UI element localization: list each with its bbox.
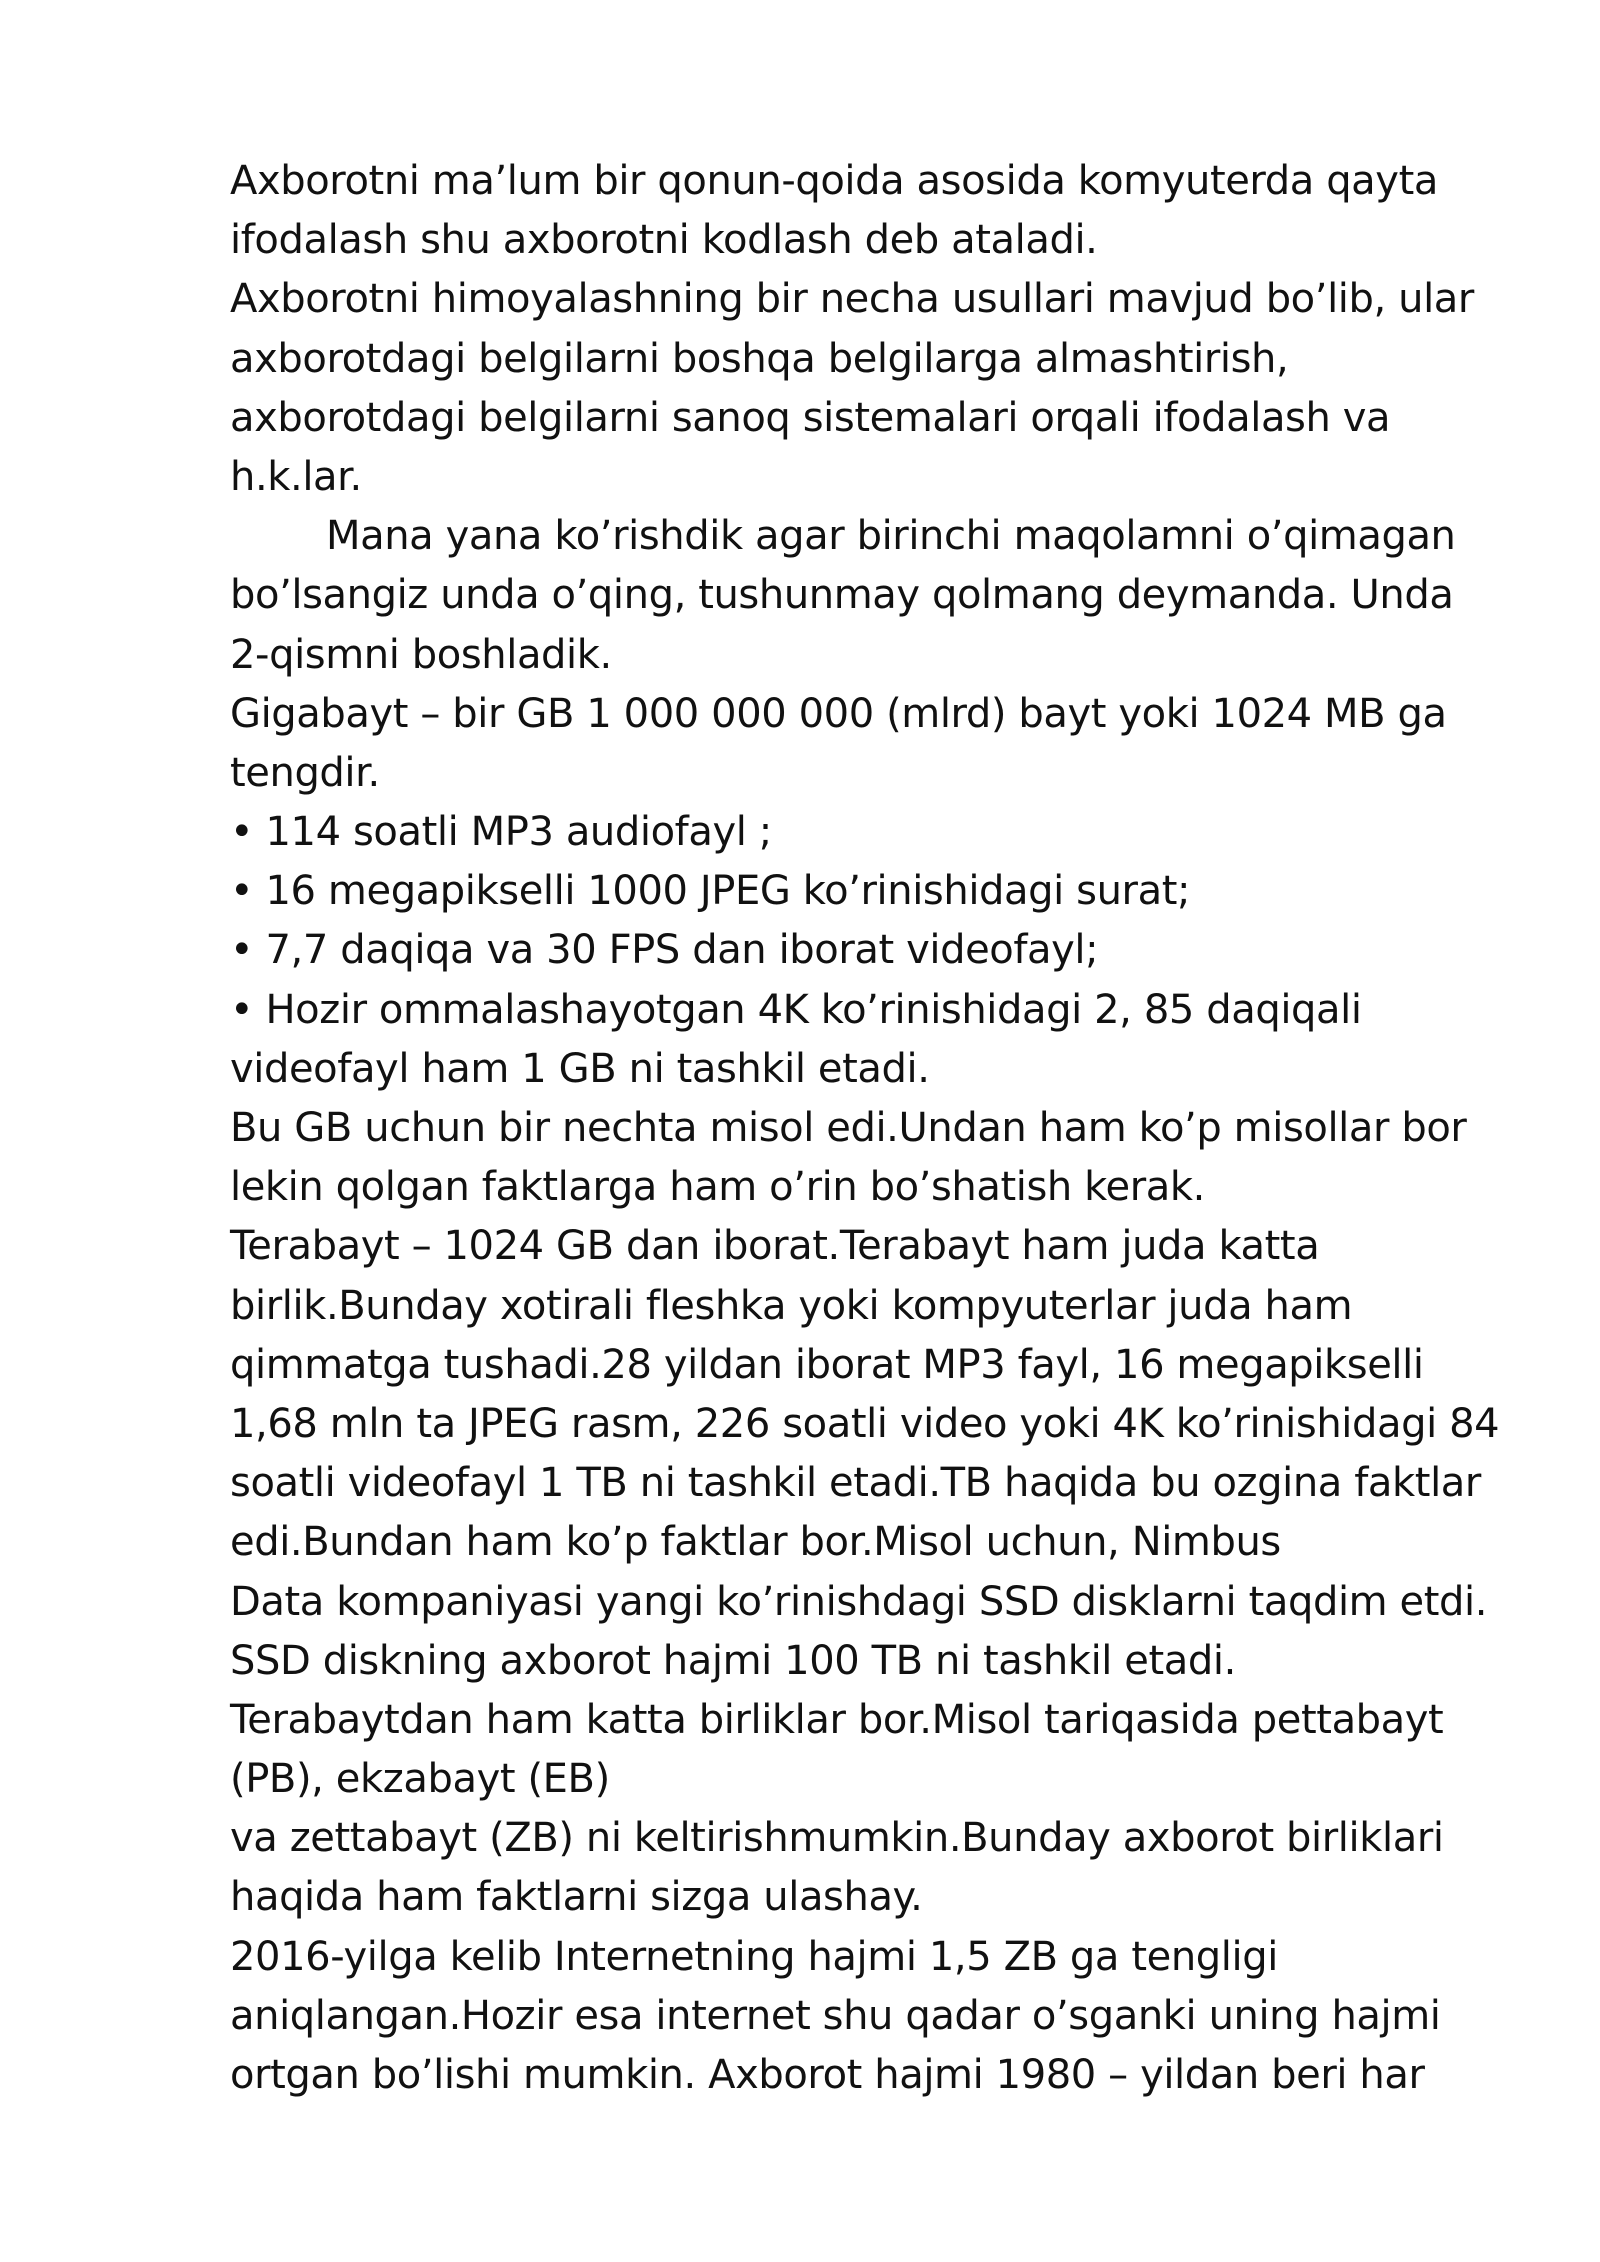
text-line: lekin qolgan faktlarga ham o’rin bo’shatish kerak.: [230, 1164, 1205, 1211]
bullet-item: • 114 soatli MP3 audiofayl ;: [230, 809, 772, 856]
text-line: Terabaytdan ham katta birliklar bor.Misol tariqasida pettabayt: [230, 1696, 1444, 1743]
text-line: videofayl ham 1 GB ni tashkil etadi.: [230, 1045, 930, 1092]
text-line: qimmatga tushadi.28 yildan iborat MP3 fayl, 16 megapikselli: [230, 1341, 1424, 1388]
text-line: axborotdagi belgilarni sanoq sistemalari orqali ifodalash va: [230, 394, 1391, 441]
text-line: Terabayt – 1024 GB dan iborat.Terabayt ham juda katta: [230, 1223, 1320, 1270]
text-line: Bu GB uchun bir nechta misol edi.Undan ham ko’p misollar bor: [230, 1105, 1467, 1151]
text-line-indented: Mana yana ko’rishdik agar birinchi maqolamni o’qimagan: [326, 513, 1456, 560]
text-line: aniqlangan.Hozir esa internet shu qadar o’sganki uning hajmi: [230, 1992, 1441, 2039]
text-line: axborotdagi belgilarni boshqa belgilarga almashtirish,: [230, 335, 1289, 382]
text-line: ifodalash shu axborotni kodlash deb ataladi.: [230, 217, 1098, 264]
text-line: tengdir.: [230, 749, 380, 796]
bullet-item: • Hozir ommalashayotgan 4K ko’rinishidagi 2, 85 daqiqali: [230, 986, 1362, 1033]
text-line: h.k.lar.: [230, 453, 362, 500]
text-line: Axborotni ma’lum bir qonun-qoida asosida komyuterda qayta: [230, 158, 1438, 204]
text-line: 1,68 mln ta JPEG rasm, 226 soatli video yoki 4K ko’rinishidagi 84: [230, 1400, 1500, 1447]
text-line: 2016-yilga kelib Internetning hajmi 1,5 ZB ga tengligi: [230, 1933, 1278, 1980]
text-line: ortgan bo’lishi mumkin. Axborot hajmi 1980 – yildan beri har: [230, 2052, 1425, 2098]
text-line: Data kompaniyasi yangi ko’rinishdagi SSD disklarni taqdim etdi.: [230, 1578, 1488, 1625]
text-line: Gigabayt – bir GB 1 000 000 000 (mlrd) bayt yoki 1024 MB ga: [230, 690, 1447, 737]
text-line: 2-qismni boshladik.: [230, 631, 612, 678]
text-line: edi.Bundan ham ko’p faktlar bor.Misol uchun, Nimbus: [230, 1519, 1281, 1566]
bullet-item: • 7,7 daqiqa va 30 FPS dan iborat videofayl;: [230, 927, 1099, 974]
text-line: (PB), ekzabayt (EB): [230, 1756, 610, 1803]
text-line: va zettabayt (ZB) ni keltirishmumkin.Bunday axborot birliklari: [230, 1815, 1444, 1862]
text-line: SSD diskning axborot hajmi 100 TB ni tashkil etadi.: [230, 1637, 1236, 1684]
text-line: birlik.Bunday xotirali fleshka yoki kompyuterlar juda ham: [230, 1282, 1353, 1329]
document-body: [230, 152, 1540, 2105]
bullet-item: • 16 megapikselli 1000 JPEG ko’rinishidagi surat;: [230, 868, 1191, 915]
text-line: soatli videofayl 1 TB ni tashkil etadi.TB haqida bu ozgina faktlar: [230, 1460, 1481, 1507]
text-line: haqida ham faktlarni sizga ulashay.: [230, 1874, 923, 1921]
text-line: Axborotni himoyalashning bir necha usullari mavjud bo’lib, ular: [230, 276, 1474, 323]
text-line: bo’lsangiz unda o’qing, tushunmay qolmang deymanda. Unda: [230, 572, 1454, 619]
